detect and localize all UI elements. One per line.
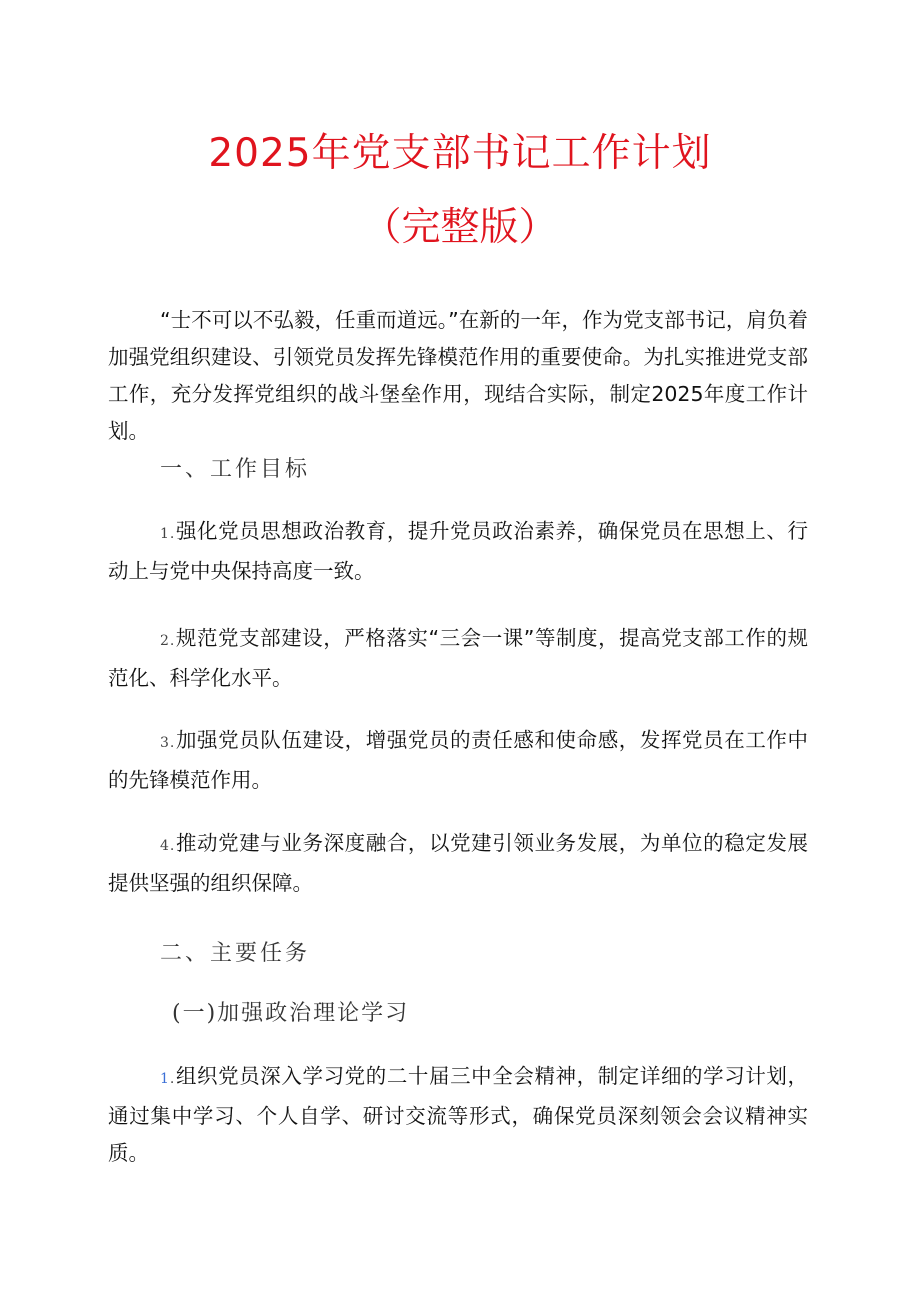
goal-item-2-text: 规范党支部建设，严格落实“三会一课”等制度，提高党支部工作的规范化、科学化水平。 xyxy=(108,626,808,690)
subsection-heading-theory-study: (一)加强政治理论学习 xyxy=(172,1001,410,1026)
goal-item-4-separator: . xyxy=(169,838,176,854)
goal-item-3-number: 3 xyxy=(160,735,170,751)
goal-item-2-separator: . xyxy=(169,633,176,649)
goal-item-1-text: 强化党员思想政治教育，提升党员政治素养，确保党员在思想上、行动上与党中央保持高度一致。 xyxy=(108,519,808,583)
goal-item-2 xyxy=(108,620,808,697)
goal-item-1 xyxy=(108,513,808,590)
task-item-1-number: 1 xyxy=(160,1071,170,1087)
section-heading-tasks: 二、主要任务 xyxy=(160,941,311,966)
task-item-1-separator: . xyxy=(169,1071,176,1087)
goal-item-2-number: 2 xyxy=(160,633,170,649)
goal-item-4-text: 推动党建与业务深度融合，以党建引领业务发展，为单位的稳定发展提供坚强的组织保障。 xyxy=(108,831,808,895)
goal-item-4-number: 4 xyxy=(160,838,170,854)
intro-paragraph: “士不可以不弘毅，任重而道远。”在新的一年，作为党支部书记，肩负着加强党组织建设、引领党员发挥先锋模范作用的重要使命。为扎实推进党支部工作，充分发挥党组织的战斗堡垒作用，现结合实际，制定2025年度工作计划。 xyxy=(108,308,808,443)
goal-item-3 xyxy=(108,722,808,799)
goal-item-3-text: 加强党员队伍建设，增强党员的责任感和使命感，发挥党员在工作中的先锋模范作用。 xyxy=(108,728,808,792)
goal-item-4 xyxy=(108,825,808,902)
goal-item-1-number: 1 xyxy=(160,526,170,542)
goal-item-1-separator: . xyxy=(169,526,176,542)
document-subtitle: （完整版） xyxy=(362,205,558,250)
task-item-1-text: 组织党员深入学习党的二十届三中全会精神，制定详细的学习计划，通过集中学习、个人自学、研讨交流等形式，确保党员深刻领会会议精神实质。 xyxy=(108,1064,808,1165)
section-heading-goals: 一、工作目标 xyxy=(160,457,311,482)
document-title: 2025年党支部书记工作计划 xyxy=(208,131,712,176)
goal-item-3-separator: . xyxy=(169,735,176,751)
task-item-1 xyxy=(108,1058,808,1172)
